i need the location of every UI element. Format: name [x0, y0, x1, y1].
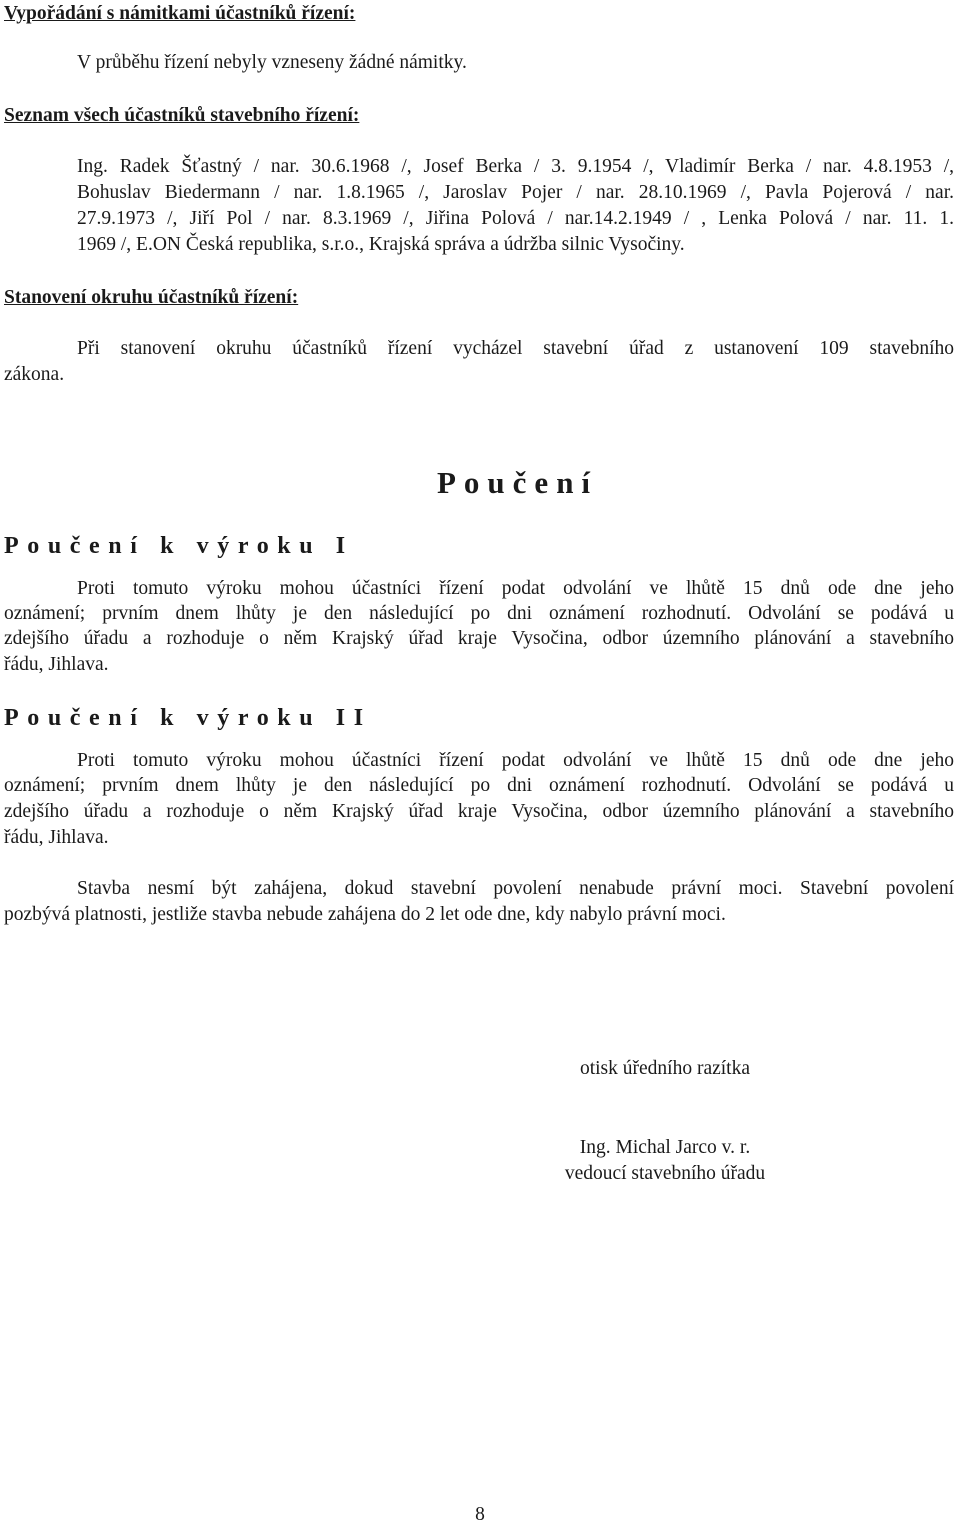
section2-line: Proti tomuto výroku mohou účastníci řízení podat odvolání ve lhůtě 15 dnů ode dne jeho	[77, 750, 954, 771]
participants-line: 27.9.1973 /, Jiří Pol / nar. 8.3.1969 /, Jiřina Polová / nar.14.2.1949 / , Lenka Polová / nar. 11. 1.	[77, 208, 954, 229]
objections-heading: Vypořádání s námitkami účastníků řízení:	[4, 3, 356, 24]
validity-line: Stavba nesmí být zahájena, dokud stavební povolení nenabude právní moci. Stavební povolení	[77, 878, 954, 899]
scope-heading: Stanovení okruhu účastníků řízení:	[4, 287, 299, 308]
signatory-name: Ing. Michal Jarco v. r.	[579, 1137, 751, 1158]
section1-line: řádu, Jihlava.	[4, 654, 109, 675]
section2-line: řádu, Jihlava.	[4, 827, 109, 848]
scope-text-end: zákona.	[4, 364, 65, 385]
section2-heading: Poučení k výroku II	[4, 705, 372, 731]
section1-line: Proti tomuto výroku mohou účastníci řízení podat odvolání ve lhůtě 15 dnů ode dne jeho	[77, 578, 954, 599]
signatory-role: vedoucí stavebního úřadu	[564, 1163, 766, 1184]
page-number: 8	[475, 1504, 485, 1525]
section1-heading: Poučení k výroku I	[4, 533, 354, 559]
participants-line: 1969 /, E.ON Česká republika, s.r.o., Krajská správa a údržba silnic Vysočiny.	[77, 234, 685, 255]
section1-line: oznámení; prvním dnem lhůty je den následující po dni oznámení rozhodnutí. Odvolání se podává u	[4, 603, 954, 624]
section2-line: oznámení; prvním dnem lhůty je den následující po dni oznámení rozhodnutí. Odvolání se podává u	[4, 775, 954, 796]
participants-line: Bohuslav Biedermann / nar. 1.8.1965 /, Jaroslav Pojer / nar. 28.10.1969 /, Pavla Pojerová / nar.	[77, 182, 954, 203]
participants-line: Ing. Radek Šťastný / nar. 30.6.1968 /, Josef Berka / 3. 9.1954 /, Vladimír Berka / nar. 4.8.1953 /,	[77, 156, 954, 177]
participants-heading: Seznam všech účastníků stavebního řízení:	[4, 105, 360, 126]
objections-text: V průběhu řízení nebyly vzneseny žádné námitky.	[77, 52, 467, 73]
validity-line: pozbývá platnosti, jestliže stavba nebude zahájena do 2 let ode dne, kdy nabylo právní moci.	[4, 904, 726, 925]
instruction-title: Poučení	[437, 465, 599, 500]
scope-text: Při stanovení okruhu účastníků řízení vycházel stavební úřad z ustanovení 109 stavebního	[77, 338, 954, 359]
section2-line: zdejšího úřadu a rozhoduje o něm Krajský úřad kraje Vysočina, odbor územního plánování a stavebního	[4, 801, 954, 822]
stamp-placeholder: otisk úředního razítka	[579, 1058, 751, 1079]
section1-line: zdejšího úřadu a rozhoduje o něm Krajský úřad kraje Vysočina, odbor územního plánování a stavebního	[4, 628, 954, 649]
